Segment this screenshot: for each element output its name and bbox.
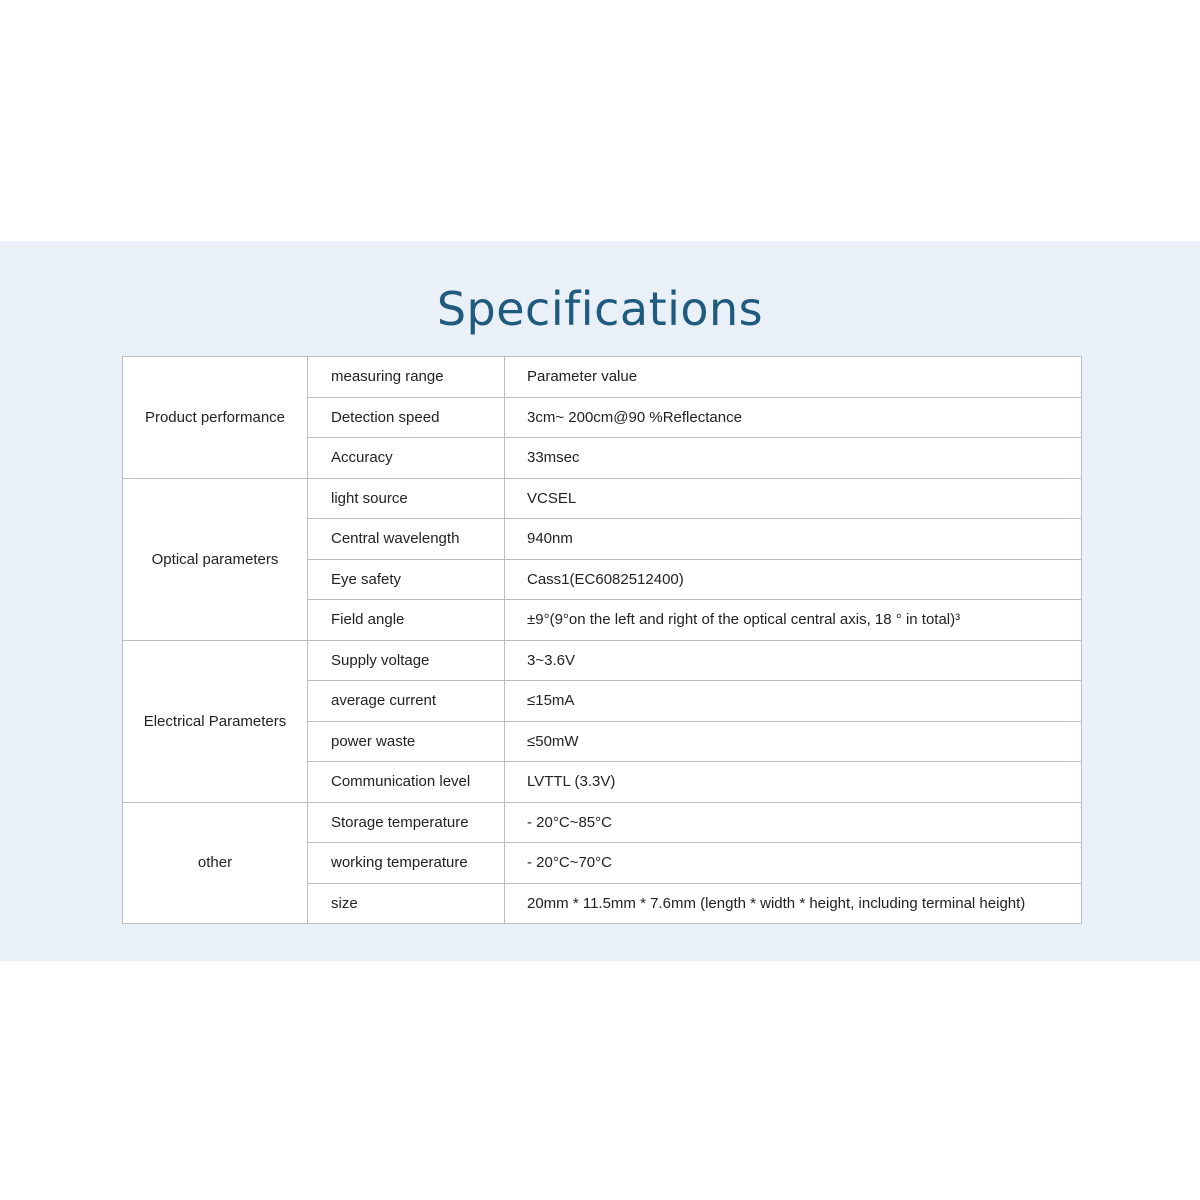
param-value: 3cm~ 200cm@90 %Reflectance [505,397,1082,438]
param-name: Central wavelength [308,519,505,560]
group-label: Product performance [123,357,308,479]
param-value: Cass1(EC6082512400) [505,559,1082,600]
table-row [123,640,1082,681]
param-name: Supply voltage [308,640,505,681]
param-value: VCSEL [505,478,1082,519]
group-label: other [123,802,308,924]
param-value: LVTTL (3.3V) [505,762,1082,803]
table-row [123,478,1082,519]
param-name: Storage temperature [308,802,505,843]
param-name: working temperature [308,843,505,884]
param-name: Communication level [308,762,505,803]
param-name: Eye safety [308,559,505,600]
param-value: ≤50mW [505,721,1082,762]
param-name: measuring range [308,357,505,398]
table-row [123,357,1082,398]
param-value: 940nm [505,519,1082,560]
param-value: Parameter value [505,357,1082,398]
param-name: Field angle [308,600,505,641]
param-value: 3~3.6V [505,640,1082,681]
param-value: ±9°(9°on the left and right of the optical central axis, 18 ° in total)³ [505,600,1082,641]
param-name: average current [308,681,505,722]
page-title: Specifications [436,282,764,336]
param-value: - 20°C~70°C [505,843,1082,884]
group-label: Optical parameters [123,478,308,640]
param-name: power waste [308,721,505,762]
param-value: ≤15mA [505,681,1082,722]
param-value: - 20°C~85°C [505,802,1082,843]
param-value: 33msec [505,438,1082,479]
group-label: Electrical Parameters [123,640,308,802]
param-name: Detection speed [308,397,505,438]
param-value: 20mm * 11.5mm * 7.6mm (length * width * height, including terminal height) [505,883,1082,924]
param-name: light source [308,478,505,519]
table-row [123,802,1082,843]
param-name: Accuracy [308,438,505,479]
param-name: size [308,883,505,924]
spec-table [122,356,1082,924]
